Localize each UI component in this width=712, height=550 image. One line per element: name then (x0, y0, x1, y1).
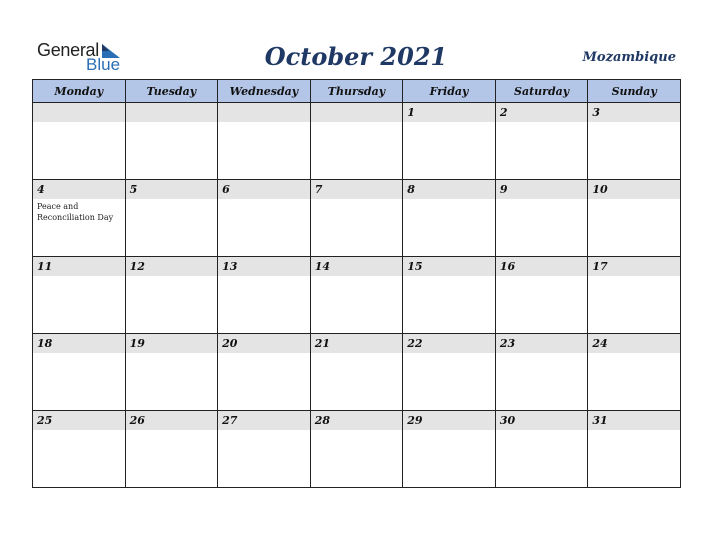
day-number: 18 (33, 334, 125, 353)
weekday-header: Monday (33, 80, 126, 103)
day-number: 17 (588, 257, 680, 276)
day-number: 9 (496, 180, 588, 199)
day-cell (310, 180, 403, 257)
country-name: Mozambique (582, 50, 676, 65)
day-number: 24 (588, 334, 680, 353)
day-number: 10 (588, 180, 680, 199)
day-cell-empty (33, 103, 126, 180)
day-cell (588, 334, 681, 411)
holiday-label: Peace and Reconciliation Day (37, 202, 114, 222)
day-cell (33, 257, 126, 334)
day-number: 13 (218, 257, 310, 276)
calendar-grid (32, 79, 681, 488)
day-number: 31 (588, 411, 680, 430)
day-cell (588, 103, 681, 180)
day-number: 30 (496, 411, 588, 430)
day-cell (588, 180, 681, 257)
day-cell (403, 180, 496, 257)
page-title: October 2021 (264, 42, 448, 71)
day-number: 1 (403, 103, 495, 122)
day-cell (125, 334, 218, 411)
day-cell (125, 257, 218, 334)
day-cell (310, 257, 403, 334)
day-cell-empty (218, 103, 311, 180)
day-number: 22 (403, 334, 495, 353)
day-cell (125, 411, 218, 488)
day-number (311, 103, 403, 122)
week-row (33, 257, 681, 334)
day-number: 27 (218, 411, 310, 430)
day-number (126, 103, 218, 122)
day-number: 29 (403, 411, 495, 430)
day-number: 11 (33, 257, 125, 276)
day-number (33, 103, 125, 122)
weekday-header-row (33, 80, 681, 103)
week-row (33, 103, 681, 180)
logo-text-general: General (37, 40, 99, 60)
weekday-header: Saturday (495, 80, 588, 103)
day-cell (588, 257, 681, 334)
weekday-header: Wednesday (218, 80, 311, 103)
day-cell (33, 411, 126, 488)
day-cell (495, 180, 588, 257)
day-number: 6 (218, 180, 310, 199)
day-number: 20 (218, 334, 310, 353)
day-number: 4 (33, 180, 125, 199)
logo-text-blue: Blue (86, 55, 121, 74)
day-cell (403, 411, 496, 488)
day-number: 28 (311, 411, 403, 430)
day-number: 3 (588, 103, 680, 122)
day-number (218, 103, 310, 122)
day-cell (495, 257, 588, 334)
logo (37, 40, 127, 74)
day-cell (33, 180, 126, 257)
day-cell (218, 257, 311, 334)
day-cell (310, 334, 403, 411)
day-cell (218, 334, 311, 411)
day-cell (218, 180, 311, 257)
day-number: 23 (496, 334, 588, 353)
day-number: 2 (496, 103, 588, 122)
day-number: 21 (311, 334, 403, 353)
day-number: 26 (126, 411, 218, 430)
day-number: 8 (403, 180, 495, 199)
day-number: 5 (126, 180, 218, 199)
week-row (33, 180, 681, 257)
weekday-header: Thursday (310, 80, 403, 103)
day-number: 7 (311, 180, 403, 199)
day-number: 15 (403, 257, 495, 276)
day-cell (403, 103, 496, 180)
day-cell (495, 411, 588, 488)
week-row (33, 411, 681, 488)
week-row (33, 334, 681, 411)
day-number: 14 (311, 257, 403, 276)
weekday-header: Tuesday (125, 80, 218, 103)
weekday-header: Friday (403, 80, 496, 103)
day-number: 16 (496, 257, 588, 276)
day-cell (125, 180, 218, 257)
day-cell (403, 257, 496, 334)
day-cell-empty (310, 103, 403, 180)
weekday-header: Sunday (588, 80, 681, 103)
day-cell (495, 334, 588, 411)
day-cell (588, 411, 681, 488)
day-cell (33, 334, 126, 411)
day-cell (403, 334, 496, 411)
day-number: 25 (33, 411, 125, 430)
day-number: 19 (126, 334, 218, 353)
day-cell-empty (125, 103, 218, 180)
day-cell (495, 103, 588, 180)
day-number: 12 (126, 257, 218, 276)
day-cell (310, 411, 403, 488)
day-cell (218, 411, 311, 488)
